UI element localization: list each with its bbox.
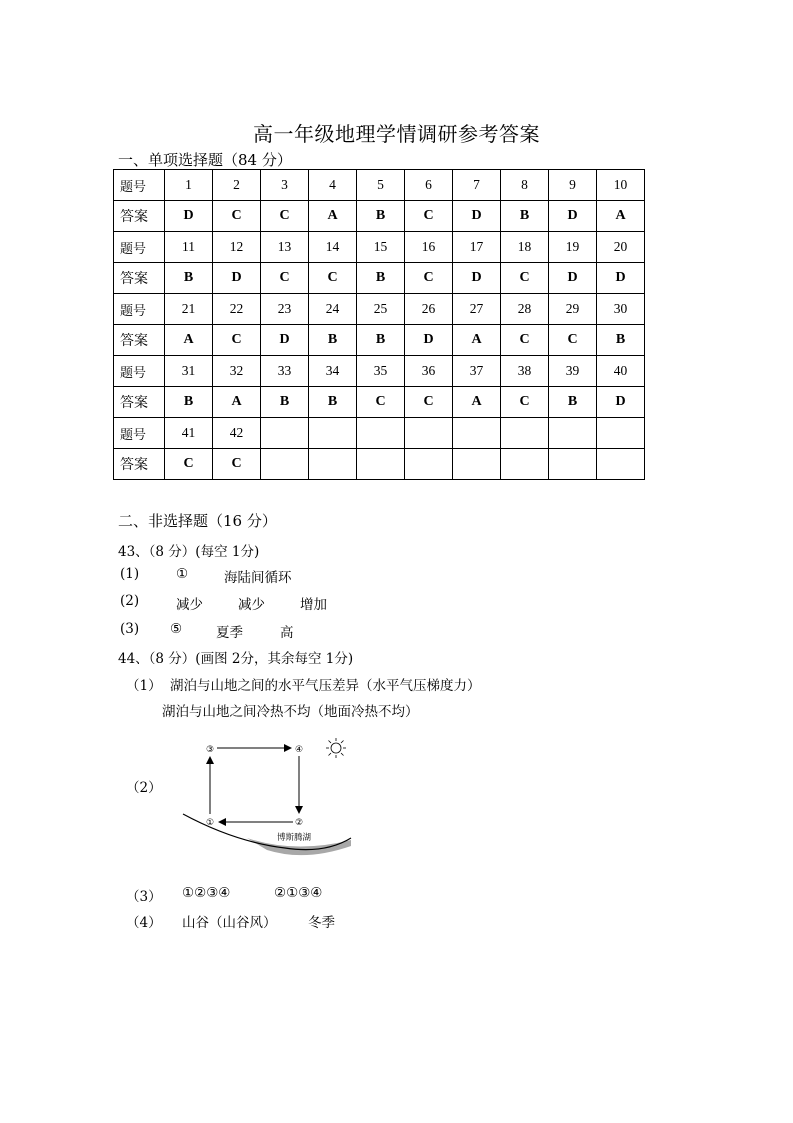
answer-row-label: 答案 [114, 201, 165, 232]
question-cell [549, 418, 597, 449]
answer-cell: C [213, 449, 261, 480]
answer-cell: A [213, 387, 261, 418]
question-cell: 6 [405, 170, 453, 201]
question-cell [597, 418, 645, 449]
answer-cell: B [309, 325, 357, 356]
node-bottom-left: ① [205, 818, 215, 828]
node-top-left: ③ [205, 745, 215, 755]
answer-cell: A [597, 201, 645, 232]
question-cell: 32 [213, 356, 261, 387]
answer-row [114, 325, 645, 356]
question-cell: 39 [549, 356, 597, 387]
question-row [114, 294, 645, 325]
question-cell: 26 [405, 294, 453, 325]
answer-cell: C [309, 263, 357, 294]
question-cell: 19 [549, 232, 597, 263]
q44-line3-b: ②①③④ [274, 885, 323, 901]
q44-line4-b: 冬季 [308, 915, 335, 931]
question-cell: 21 [165, 294, 213, 325]
answer-row-label: 答案 [114, 263, 165, 294]
sun-icon [326, 738, 346, 758]
question-cell: 9 [549, 170, 597, 201]
answer-cell [405, 449, 453, 480]
question-cell [453, 418, 501, 449]
answer-cell: C [405, 387, 453, 418]
q43-line2-num: (2) [120, 593, 140, 609]
q44-line4-num: （4） [126, 915, 162, 931]
section2-heading: 二、非选择题（16 分） [118, 512, 277, 530]
answer-cell: C [549, 325, 597, 356]
q44-line3-a: ①②③④ [182, 885, 231, 901]
q44-line2-num: （2） [126, 780, 162, 796]
q44-line3-num: （3） [126, 889, 162, 905]
answer-cell: C [357, 387, 405, 418]
answer-cell: C [501, 263, 549, 294]
q43-line2-a: 减少 [176, 597, 203, 613]
answer-cell: B [357, 325, 405, 356]
question-cell: 5 [357, 170, 405, 201]
question-cell: 24 [309, 294, 357, 325]
question-cell: 7 [453, 170, 501, 201]
answer-cell: A [453, 387, 501, 418]
question-cell: 11 [165, 232, 213, 263]
question-row [114, 170, 645, 201]
answer-cell: D [549, 201, 597, 232]
question-cell [357, 418, 405, 449]
answer-cell: B [597, 325, 645, 356]
q43-line3 [120, 621, 294, 641]
node-bottom-right: ② [294, 818, 304, 828]
answer-row-label: 答案 [114, 449, 165, 480]
answer-cell: C [261, 263, 309, 294]
q43-line2 [120, 593, 327, 613]
answer-cell: D [453, 201, 501, 232]
lake-label: 博斯腾湖 [277, 833, 312, 843]
question-cell: 35 [357, 356, 405, 387]
question-cell: 38 [501, 356, 549, 387]
question-cell: 1 [165, 170, 213, 201]
answer-cell: D [405, 325, 453, 356]
answer-cell: D [597, 387, 645, 418]
answer-cell: B [357, 263, 405, 294]
answer-cell: C [213, 325, 261, 356]
question-cell: 3 [261, 170, 309, 201]
answer-row [114, 263, 645, 294]
q43-header: 43、（8 分）(每空 1分) [118, 544, 260, 560]
q44-line1-num: （1） [126, 678, 162, 694]
answer-cell: D [165, 201, 213, 232]
question-cell [501, 418, 549, 449]
question-cell: 37 [453, 356, 501, 387]
q44-header: 44、（8 分）(画图 2分，其余每空 1分) [118, 651, 354, 667]
question-cell [309, 418, 357, 449]
answer-cell: D [549, 263, 597, 294]
answer-cell [501, 449, 549, 480]
answer-cell: C [501, 387, 549, 418]
answer-cell: C [165, 449, 213, 480]
answer-cell: B [501, 201, 549, 232]
answer-cell [597, 449, 645, 480]
question-row [114, 232, 645, 263]
q43-line1-num: (1) [120, 566, 140, 582]
question-cell: 33 [261, 356, 309, 387]
answer-cell: B [357, 201, 405, 232]
answer-cell: D [453, 263, 501, 294]
question-cell: 23 [261, 294, 309, 325]
question-cell: 30 [597, 294, 645, 325]
answer-cell: B [549, 387, 597, 418]
answer-row-label: 答案 [114, 325, 165, 356]
q43-line2-b: 减少 [238, 597, 265, 613]
q44-line1 [126, 674, 481, 694]
answer-row-label: 答案 [114, 387, 165, 418]
question-row-label: 题号 [114, 294, 165, 325]
question-cell: 27 [453, 294, 501, 325]
q43-line3-c: 高 [280, 625, 294, 641]
q43-line1-b: 海陆间循环 [224, 570, 292, 586]
answer-cell: A [165, 325, 213, 356]
question-cell: 8 [501, 170, 549, 201]
question-cell [405, 418, 453, 449]
question-cell: 14 [309, 232, 357, 263]
answer-cell: C [501, 325, 549, 356]
question-cell: 31 [165, 356, 213, 387]
question-cell: 4 [309, 170, 357, 201]
question-cell: 34 [309, 356, 357, 387]
question-row [114, 356, 645, 387]
question-cell: 17 [453, 232, 501, 263]
question-row [114, 418, 645, 449]
question-cell: 20 [597, 232, 645, 263]
answer-cell: B [165, 387, 213, 418]
question-cell: 25 [357, 294, 405, 325]
answer-cell: C [213, 201, 261, 232]
answer-table [113, 169, 645, 480]
answer-row [114, 201, 645, 232]
answer-cell [309, 449, 357, 480]
answer-cell: C [405, 263, 453, 294]
answer-cell [357, 449, 405, 480]
question-row-label: 题号 [114, 170, 165, 201]
q43-line3-b: 夏季 [216, 625, 243, 641]
question-cell [261, 418, 309, 449]
question-cell: 36 [405, 356, 453, 387]
question-cell: 16 [405, 232, 453, 263]
answer-cell: B [309, 387, 357, 418]
answer-cell: C [405, 201, 453, 232]
q44-line4 [126, 911, 335, 931]
node-top-right: ④ [294, 745, 304, 755]
question-cell: 22 [213, 294, 261, 325]
question-row-label: 题号 [114, 418, 165, 449]
answer-cell [261, 449, 309, 480]
q43-line2-c: 增加 [300, 597, 327, 613]
q43-line3-num: (3) [120, 621, 140, 637]
answer-cell: B [261, 387, 309, 418]
q44-line3 [126, 885, 323, 905]
answer-row [114, 387, 645, 418]
answer-cell: A [453, 325, 501, 356]
answer-cell: B [165, 263, 213, 294]
answer-cell: D [261, 325, 309, 356]
question-cell: 41 [165, 418, 213, 449]
question-cell: 42 [213, 418, 261, 449]
question-cell: 29 [549, 294, 597, 325]
q43-line3-a: ⑤ [170, 621, 183, 637]
q44-line1-text: 湖泊与山地之间的水平气压差异（水平气压梯度力） [170, 678, 481, 694]
question-cell: 13 [261, 232, 309, 263]
q44-line4-a: 山谷（山谷风） [182, 915, 277, 931]
q43-line1-a: ① [176, 566, 189, 582]
page-title: 高一年级地理学情调研参考答案 [253, 122, 540, 146]
question-cell: 15 [357, 232, 405, 263]
answer-cell: C [261, 201, 309, 232]
question-cell: 10 [597, 170, 645, 201]
answer-cell: D [213, 263, 261, 294]
question-cell: 12 [213, 232, 261, 263]
answer-cell [549, 449, 597, 480]
answer-cell: D [597, 263, 645, 294]
answer-cell [453, 449, 501, 480]
q43-line1 [120, 566, 292, 586]
question-cell: 40 [597, 356, 645, 387]
question-cell: 2 [213, 170, 261, 201]
q44-line1b: 湖泊与山地之间冷热不均（地面冷热不均） [162, 704, 419, 720]
question-cell: 28 [501, 294, 549, 325]
answer-row [114, 449, 645, 480]
question-cell: 18 [501, 232, 549, 263]
answer-cell: A [309, 201, 357, 232]
question-row-label: 题号 [114, 232, 165, 263]
section1-heading: 一、单项选择题（84 分） [118, 151, 292, 169]
question-row-label: 题号 [114, 356, 165, 387]
circulation-diagram [175, 734, 365, 860]
